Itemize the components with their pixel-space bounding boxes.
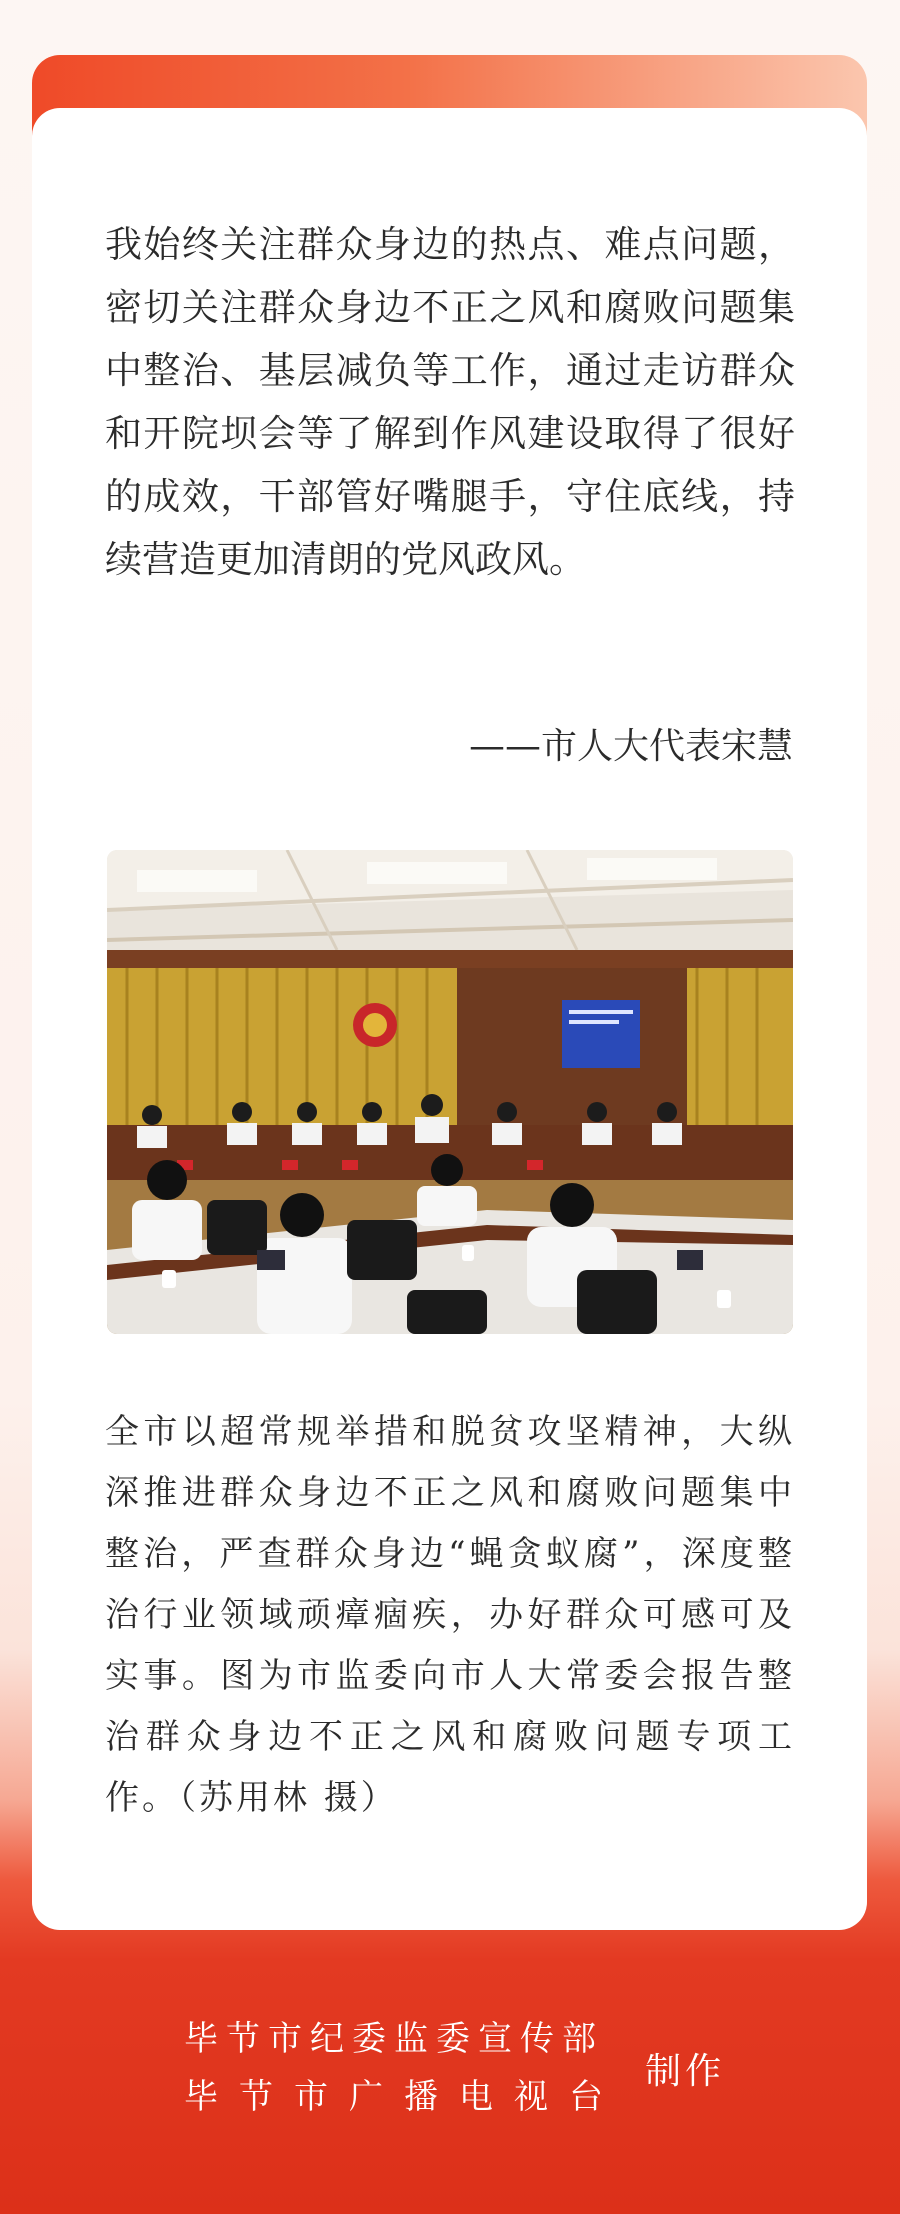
footer-line-2: 毕节市广播电视台 xyxy=(184,2077,624,2117)
footer-made-by: 制作 xyxy=(645,2050,726,2092)
footer-organizations xyxy=(184,2010,624,2126)
footer-line-1: 毕节市纪委监委宣传部 xyxy=(184,2019,604,2059)
quote-attribution: ——市人大代表宋慧 xyxy=(468,726,793,767)
meeting-photo xyxy=(107,850,793,1334)
quote-text: 我始终关注群众身边的热点、难点问题，密切关注群众身边不正之风和腐败问题集中整治、基层减负等工作，通过走访群众和开院坝会等了解到作风建设取得了很好的成效，干部管好嘴腿手，守住底线，持续营造更加清朗的党风政风。 xyxy=(105,223,795,581)
footer-credit xyxy=(184,2010,725,2126)
photo-caption: 全市以超常规举措和脱贫攻坚精神，大纵深推进群众身边不正之风和腐败问题集中整治，严查群众身边“蝇贪蚁腐”，深度整治行业领域顽瘴痼疾，办好群众可感可及实事。图为市监委向市人大常委会报告整治群众身边不正之风和腐败问题专项工作。（苏用林 摄） xyxy=(105,1412,795,1818)
